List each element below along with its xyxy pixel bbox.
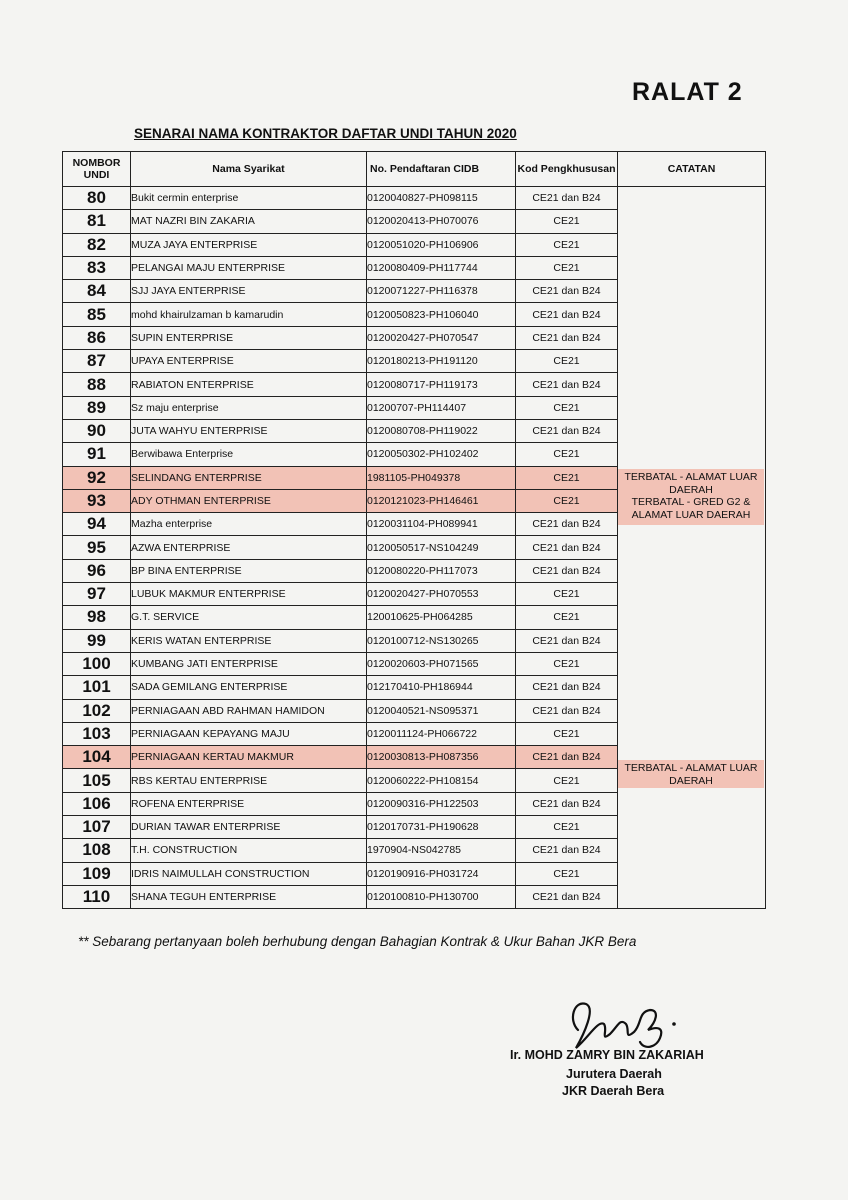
cell-cidb: 0120050823-PH106040 [367, 303, 516, 326]
cell-cidb: 0120060222-PH108154 [367, 769, 516, 792]
cell-kod: CE21 dan B24 [516, 699, 618, 722]
cell-nombor-undi: 94 [63, 513, 131, 536]
cell-nama-syarikat: ROFENA ENTERPRISE [131, 792, 367, 815]
cell-nama-syarikat: JUTA WAHYU ENTERPRISE [131, 419, 367, 442]
cell-nombor-undi: 81 [63, 210, 131, 233]
cell-nama-syarikat: MUZA JAYA ENTERPRISE [131, 233, 367, 256]
cell-kod: CE21 dan B24 [516, 536, 618, 559]
cell-nama-syarikat: mohd khairulzaman b kamarudin [131, 303, 367, 326]
cell-nombor-undi: 80 [63, 187, 131, 210]
cell-nama-syarikat: KUMBANG JATI ENTERPRISE [131, 652, 367, 675]
cell-nama-syarikat: SHANA TEGUH ENTERPRISE [131, 885, 367, 908]
table-body [63, 187, 766, 909]
cell-nombor-undi: 102 [63, 699, 131, 722]
cell-kod: CE21 [516, 466, 618, 489]
cell-cidb: 0120031104-PH089941 [367, 513, 516, 536]
cell-kod: CE21 dan B24 [516, 746, 618, 769]
table-header-row [63, 152, 766, 187]
cell-nama-syarikat: PERNIAGAAN KEPAYANG MAJU [131, 722, 367, 745]
cell-nombor-undi: 90 [63, 419, 131, 442]
cell-nama-syarikat: RBS KERTAU ENTERPRISE [131, 769, 367, 792]
cell-nombor-undi: 95 [63, 536, 131, 559]
cell-nombor-undi: 88 [63, 373, 131, 396]
cell-nama-syarikat: BP BINA ENTERPRISE [131, 559, 367, 582]
cell-nombor-undi: 104 [63, 746, 131, 769]
cell-nama-syarikat: DURIAN TAWAR ENTERPRISE [131, 816, 367, 839]
cell-cidb: 0120050517-NS104249 [367, 536, 516, 559]
cell-cidb: 012170410-PH186944 [367, 676, 516, 699]
cell-nama-syarikat: Berwibawa Enterprise [131, 443, 367, 466]
header-catatan: CATATAN [618, 152, 766, 187]
header-cidb: No. Pendaftaran CIDB [367, 152, 516, 187]
cell-kod: CE21 [516, 350, 618, 373]
cell-nombor-undi: 100 [63, 652, 131, 675]
cell-cidb: 0120180213-PH191120 [367, 350, 516, 373]
cell-nama-syarikat: SELINDANG ENTERPRISE [131, 466, 367, 489]
cell-kod: CE21 dan B24 [516, 792, 618, 815]
cell-cidb: 0120020427-PH070553 [367, 583, 516, 606]
cell-nombor-undi: 82 [63, 233, 131, 256]
cell-kod: CE21 [516, 443, 618, 466]
cell-kod: CE21 [516, 233, 618, 256]
cell-kod: CE21 dan B24 [516, 419, 618, 442]
cell-nombor-undi: 87 [63, 350, 131, 373]
cell-nama-syarikat: Sz maju enterprise [131, 396, 367, 419]
cell-nombor-undi: 108 [63, 839, 131, 862]
cell-cidb: 0120030813-PH087356 [367, 746, 516, 769]
cell-cidb: 0120020427-PH070547 [367, 326, 516, 349]
cell-kod: CE21 [516, 489, 618, 512]
cell-nombor-undi: 99 [63, 629, 131, 652]
cell-nama-syarikat: KERIS WATAN ENTERPRISE [131, 629, 367, 652]
cell-kod: CE21 dan B24 [516, 676, 618, 699]
cell-cidb: 0120051020-PH106906 [367, 233, 516, 256]
cell-cidb: 0120100712-NS130265 [367, 629, 516, 652]
cell-nama-syarikat: LUBUK MAKMUR ENTERPRISE [131, 583, 367, 606]
cell-kod: CE21 [516, 256, 618, 279]
cell-kod: CE21 dan B24 [516, 839, 618, 862]
cell-kod: CE21 dan B24 [516, 629, 618, 652]
catatan-note-92-93 [618, 469, 764, 525]
ralat-label: RALAT 2 [632, 78, 743, 106]
cell-kod: CE21 dan B24 [516, 373, 618, 396]
note-104-text: TERBATAL - ALAMAT LUAR DAERAH [624, 762, 758, 787]
cell-nombor-undi: 86 [63, 326, 131, 349]
cell-cidb: 0120080717-PH119173 [367, 373, 516, 396]
cell-cidb: 0120020603-PH071565 [367, 652, 516, 675]
cell-nombor-undi: 92 [63, 466, 131, 489]
cell-kod: CE21 [516, 769, 618, 792]
cell-cidb: 0120011124-PH066722 [367, 722, 516, 745]
cell-nombor-undi: 106 [63, 792, 131, 815]
cell-nombor-undi: 103 [63, 722, 131, 745]
cell-nombor-undi: 107 [63, 816, 131, 839]
cell-nama-syarikat: RABIATON ENTERPRISE [131, 373, 367, 396]
cell-kod: CE21 [516, 606, 618, 629]
table-row [63, 187, 766, 210]
header-nama-syarikat: Nama Syarikat [131, 152, 367, 187]
cell-cidb: 0120040521-NS095371 [367, 699, 516, 722]
cell-kod: CE21 dan B24 [516, 559, 618, 582]
cell-cidb: 0120040827-PH098115 [367, 187, 516, 210]
cell-nama-syarikat: MAT NAZRI BIN ZAKARIA [131, 210, 367, 233]
cell-kod: CE21 [516, 396, 618, 419]
cell-nama-syarikat: SJJ JAYA ENTERPRISE [131, 280, 367, 303]
cell-nama-syarikat: SUPIN ENTERPRISE [131, 326, 367, 349]
cell-nombor-undi: 105 [63, 769, 131, 792]
cell-nombor-undi: 89 [63, 396, 131, 419]
cell-kod: CE21 dan B24 [516, 885, 618, 908]
page-title: SENARAI NAMA KONTRAKTOR DAFTAR UNDI TAHUN 2020 [134, 126, 517, 141]
cell-cidb: 0120020413-PH070076 [367, 210, 516, 233]
cell-catatan [618, 187, 766, 909]
note-93-text: TERBATAL - GRED G2 & ALAMAT LUAR DAERAH [631, 496, 751, 521]
cell-nombor-undi: 110 [63, 885, 131, 908]
cell-nombor-undi: 84 [63, 280, 131, 303]
cell-nama-syarikat: ADY OTHMAN ENTERPRISE [131, 489, 367, 512]
signatory-title: Jurutera Daerah [566, 1067, 662, 1081]
signatory-dept: JKR Daerah Bera [562, 1084, 665, 1098]
header-kod: Kod Pengkhususan [516, 152, 618, 187]
cell-cidb: 1970904-NS042785 [367, 839, 516, 862]
cell-cidb: 0120190916-PH031724 [367, 862, 516, 885]
cell-kod: CE21 dan B24 [516, 326, 618, 349]
contractor-table [62, 151, 766, 909]
cell-nombor-undi: 97 [63, 583, 131, 606]
header-nombor-undi: NOMBOR UNDI [63, 152, 131, 187]
catatan-note-104 [618, 760, 764, 788]
cell-nama-syarikat: SADA GEMILANG ENTERPRISE [131, 676, 367, 699]
cell-nombor-undi: 98 [63, 606, 131, 629]
cell-kod: CE21 [516, 652, 618, 675]
cell-nombor-undi: 91 [63, 443, 131, 466]
cell-cidb: 0120080708-PH119022 [367, 419, 516, 442]
cell-cidb: 0120080409-PH117744 [367, 256, 516, 279]
cell-nama-syarikat: IDRIS NAIMULLAH CONSTRUCTION [131, 862, 367, 885]
cell-cidb: 1981105-PH049378 [367, 466, 516, 489]
cell-kod: CE21 dan B24 [516, 513, 618, 536]
cell-nama-syarikat: Mazha enterprise [131, 513, 367, 536]
cell-nama-syarikat: UPAYA ENTERPRISE [131, 350, 367, 373]
cell-nombor-undi: 109 [63, 862, 131, 885]
cell-nama-syarikat: T.H. CONSTRUCTION [131, 839, 367, 862]
cell-nama-syarikat: PERNIAGAAN KERTAU MAKMUR [131, 746, 367, 769]
cell-nama-syarikat: AZWA ENTERPRISE [131, 536, 367, 559]
cell-cidb: 120010625-PH064285 [367, 606, 516, 629]
cell-kod: CE21 [516, 862, 618, 885]
cell-nombor-undi: 96 [63, 559, 131, 582]
signatory-name: Ir. MOHD ZAMRY BIN ZAKARIAH [510, 1048, 704, 1062]
footnote: ** Sebarang pertanyaan boleh berhubung dengan Bahagian Kontrak & Ukur Bahan JKR Bera [78, 934, 637, 949]
cell-kod: CE21 [516, 722, 618, 745]
cell-nama-syarikat: PERNIAGAAN ABD RAHMAN HAMIDON [131, 699, 367, 722]
cell-cidb: 0120050302-PH102402 [367, 443, 516, 466]
cell-kod: CE21 dan B24 [516, 280, 618, 303]
cell-kod: CE21 [516, 816, 618, 839]
note-92-text: TERBATAL - ALAMAT LUAR DAERAH [624, 471, 758, 496]
cell-cidb: 0120071227-PH116378 [367, 280, 516, 303]
cell-cidb: 01200707-PH114407 [367, 396, 516, 419]
cell-nama-syarikat: PELANGAI MAJU ENTERPRISE [131, 256, 367, 279]
cell-cidb: 0120080220-PH117073 [367, 559, 516, 582]
cell-kod: CE21 dan B24 [516, 187, 618, 210]
cell-cidb: 0120100810-PH130700 [367, 885, 516, 908]
cell-kod: CE21 [516, 583, 618, 606]
cell-nama-syarikat: Bukit cermin enterprise [131, 187, 367, 210]
cell-nombor-undi: 101 [63, 676, 131, 699]
cell-nombor-undi: 85 [63, 303, 131, 326]
cell-nombor-undi: 83 [63, 256, 131, 279]
cell-nama-syarikat: G.T. SERVICE [131, 606, 367, 629]
cell-cidb: 0120121023-PH146461 [367, 489, 516, 512]
cell-kod: CE21 [516, 210, 618, 233]
cell-kod: CE21 dan B24 [516, 303, 618, 326]
cell-cidb: 0120170731-PH190628 [367, 816, 516, 839]
cell-nombor-undi: 93 [63, 489, 131, 512]
cell-cidb: 0120090316-PH122503 [367, 792, 516, 815]
